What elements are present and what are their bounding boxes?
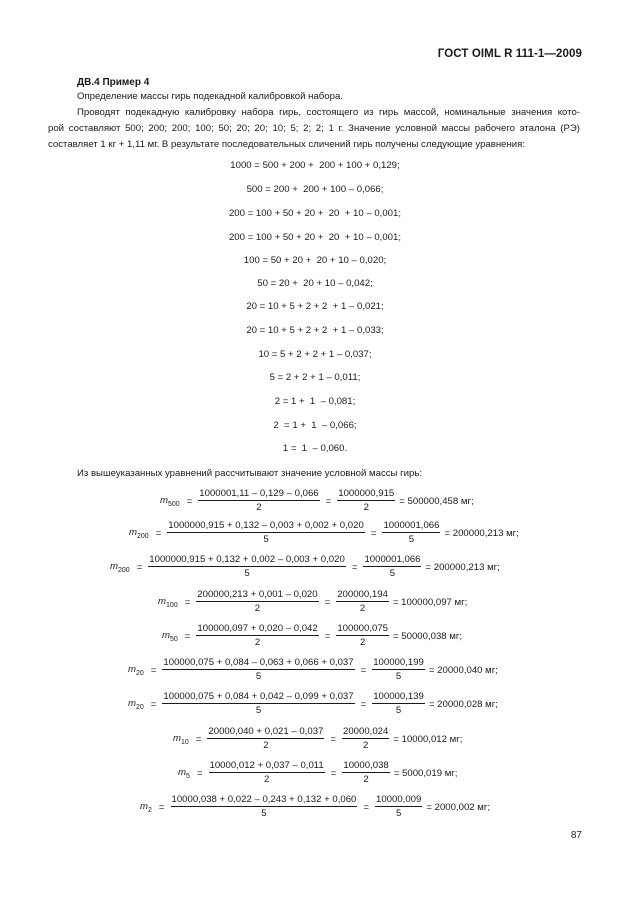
formula-result: = 100000,097 мг;: [392, 596, 468, 608]
numerator: 200000,194: [337, 589, 388, 600]
numerator: 1000000,915: [338, 488, 395, 499]
formula-result: = 200000,213 мг;: [425, 561, 500, 573]
equation: 50 = 20 + 20 + 10 – 0,042;: [257, 278, 373, 289]
paragraph-line: составляет 1 кг + 1,11 мг. В результате последовательных сличений гирь получены следующие уравнения:: [48, 139, 526, 150]
equation: 10 = 5 + 2 + 2 + 1 – 0,037;: [258, 349, 372, 360]
denominator: 5: [263, 534, 269, 545]
fraction: [198, 488, 319, 514]
formula-result: = 2000,002 мг;: [426, 801, 491, 813]
formula-lhs: $m_{20}$: [128, 663, 144, 677]
fraction: [363, 554, 421, 580]
formula-result: = 200000,213 мг;: [444, 527, 519, 539]
formula-row: $m_{100}$ = $\frac{200000,213 + 0,001 - 0,020}{2}$ = $\frac{200000,194}{2}$ = 100000,097 мг;: [158, 589, 468, 614]
numerator: 1000000,915 + 0,132 + 0,002 – 0,003 + 0,020: [149, 554, 345, 565]
numerator: 200000,213 + 0,001 – 0,020: [197, 589, 318, 600]
fraction: [171, 794, 358, 820]
paragraph-continued: [48, 121, 580, 153]
denominator: 2: [363, 502, 369, 513]
fraction: [196, 589, 318, 615]
denominator: 2: [254, 603, 261, 614]
denominator: 2: [363, 774, 369, 785]
numerator: 100000,097 + 0,020 – 0,042: [197, 623, 318, 634]
equation: 1000 = 500 + 200 + 200 + 100 + 0,129;: [230, 160, 400, 171]
formula-lhs: $m_{200}$: [110, 560, 130, 574]
numerator: 1000001,066: [364, 554, 421, 565]
numerator: 100000,075 + 0,084 + 0,042 – 0,099 + 0,037: [163, 691, 354, 702]
equation: 2 = 1 + 1 – 0,081;: [274, 396, 356, 407]
equation: 100 = 50 + 20 + 20 + 10 – 0,020;: [243, 255, 387, 266]
fraction: [375, 794, 422, 820]
denominator: 2: [362, 740, 369, 751]
denominator: 2: [360, 637, 366, 648]
formula-row: $m_{20}$ = $\frac{100000,075 + 0,084 - 0,063 + 0,066 + 0,037}{5}$ = $\frac{100000,199}{5}$ = 20000,040 мг;: [128, 657, 498, 682]
formula-lhs: $m_{10}$: [173, 732, 189, 746]
fraction: [162, 691, 354, 717]
denominator: 5: [255, 671, 262, 682]
intro-text: Из вышеуказанных уравнений рассчитывают значение условной массы гирь:: [77, 468, 422, 479]
denominator: 2: [263, 740, 269, 751]
numerator: 10000,009: [375, 794, 422, 805]
fraction: [342, 760, 389, 786]
section-title: ДВ.4 Пример 4: [77, 77, 150, 88]
formula-result: = 50000,038 мг;: [393, 630, 463, 642]
equation: 1 = 1 – 0,060.: [282, 443, 348, 454]
document-header: ГОСТ OIML R 111-1—2009: [437, 48, 582, 60]
formula-lhs: $m_{50}$: [162, 629, 178, 643]
numerator: 1000000,915 + 0,132 – 0,003 + 0,002 + 0,020: [168, 520, 364, 531]
equation: 20 = 10 + 5 + 2 + 2 + 1 – 0,021;: [246, 301, 384, 312]
denominator: 5: [244, 568, 250, 579]
formula-lhs: $m_{100}$: [158, 595, 178, 609]
numerator: 10000,038: [343, 760, 389, 771]
formula-result: = 500000,458 мг;: [399, 495, 474, 507]
denominator: 2: [263, 774, 270, 785]
denominator: 5: [255, 705, 262, 716]
equation: 20 = 10 + 5 + 2 + 2 + 1 – 0,033;: [246, 325, 384, 336]
formula-lhs: $m_{500}$: [160, 494, 180, 508]
formula-result: = 10000,012 мг;: [393, 733, 463, 745]
equation: 2 = 1 + 1 – 0,066;: [273, 420, 357, 431]
paragraph-line: Определение массы гирь подекадной калибровкой набора.: [77, 91, 343, 102]
equation: 5 = 2 + 2 + 1 – 0,011;: [269, 372, 361, 383]
fraction: [209, 760, 325, 786]
formula-row: $m_{200}$ = $\frac{1000000,915 + 0,132 + 0,002 - 0,003 + 0,020}{5}$ = $\frac{1000001,066}{5}$ = 200000,213 мг;: [110, 554, 500, 579]
denominator: 5: [389, 568, 396, 579]
formula-lhs: $m_{20}$: [128, 697, 144, 711]
fraction: [372, 691, 425, 717]
formula-row: $m_5$ = $\frac{10000,012 + 0,037 - 0,011}{2}$ = $\frac{10000,038}{2}$ = 5000,019 мг;: [178, 760, 458, 785]
formula-row: $m_{200}$ = $\frac{1000000,915 + 0,132 - 0,003 + 0,002 + 0,020}{5}$ = $\frac{1000001,066}{5}$ = 200000,213 мг;: [129, 520, 519, 545]
formula-row: $m_2$ = $\frac{10000,038 + 0,022 - 0,243 + 0,132 + 0,060}{5}$ = $\frac{10000,009}{5}$ = 2000,002 мг;: [140, 794, 491, 819]
numerator: 100000,075 + 0,084 – 0,063 + 0,066 + 0,037: [163, 657, 354, 668]
numerator: 10000,012 + 0,037 – 0,011: [209, 760, 324, 771]
equation: 500 = 200 + 200 + 100 – 0,066;: [246, 184, 384, 195]
denominator: 5: [261, 808, 267, 819]
formula-result: = 5000,019 мг;: [393, 767, 458, 779]
formula-row: $m_{10}$ = $\frac{20000,040 + 0,021 - 0,037}{2}$ = $\frac{20000,024}{2}$ = 10000,012 мг;: [173, 726, 463, 751]
fraction: [382, 520, 440, 546]
fraction: [336, 589, 389, 615]
numerator: 1000001,11 – 0,129 – 0,066: [199, 488, 319, 499]
numerator: 100000,199: [373, 657, 424, 668]
numerator: 100000,139: [373, 691, 424, 702]
denominator: 2: [256, 502, 262, 513]
equation: 200 = 100 + 50 + 20 + 20 + 10 – 0,001;: [228, 232, 402, 243]
fraction: [336, 623, 389, 649]
fraction: [167, 520, 365, 546]
formula-lhs: $m_{200}$: [129, 526, 149, 540]
formula-lhs: $m_2$: [140, 800, 152, 814]
fraction: [337, 488, 395, 514]
page-number: 87: [570, 830, 582, 841]
formula-row: $m_{500}$ = $\frac{1000001,11 - 0,129 - 0,066}{2}$ = $\frac{1000000,915}{2}$ = 500000,458 мг;: [160, 488, 474, 513]
numerator: 10000,038 + 0,022 – 0,243 + 0,132 + 0,060: [171, 794, 357, 805]
formula-lhs: $m_5$: [178, 766, 190, 780]
numerator: 100000,075: [337, 623, 389, 634]
numerator: 20000,040 + 0,021 – 0,037: [208, 726, 324, 737]
paragraph-line: рой составляют 500; 200; 200; 100; 50; 20; 20; 10; 5; 2; 2; 1 г. Значение условной массы рабочего эталона (РЭ): [48, 123, 580, 134]
denominator: 5: [395, 705, 402, 716]
formula-row: $m_{50}$ = $\frac{100000,097 + 0,020 - 0,042}{2}$ = $\frac{100000,075}{2}$ = 50000,038 мг;: [162, 623, 463, 648]
fraction: [196, 623, 318, 649]
formula-result: = 20000,028 мг;: [428, 698, 498, 710]
formula-result: = 20000,040 мг;: [428, 664, 498, 676]
equation: 200 = 100 + 50 + 20 + 20 + 10 – 0,001;: [228, 208, 402, 219]
denominator: 5: [395, 671, 402, 682]
denominator: 2: [254, 637, 261, 648]
fraction: [372, 657, 425, 683]
paragraph: [77, 89, 580, 121]
denominator: 5: [408, 534, 415, 545]
fraction: [162, 657, 354, 683]
denominator: 5: [395, 808, 402, 819]
paragraph-line: Проводят подекадную калибровку набора гирь, состоящего из гирь массой, номинальные значения кото-: [77, 107, 580, 118]
fraction: [207, 726, 324, 752]
formula-row: $m_{20}$ = $\frac{100000,075 + 0,084 + 0,042 - 0,099 + 0,037}{5}$ = $\frac{100000,139}{5}$ = 20000,028 мг;: [128, 691, 498, 716]
fraction: [342, 726, 389, 752]
numerator: 20000,024: [342, 726, 389, 737]
denominator: 2: [359, 603, 366, 614]
numerator: 1000001,066: [383, 520, 440, 531]
fraction: [148, 554, 346, 580]
